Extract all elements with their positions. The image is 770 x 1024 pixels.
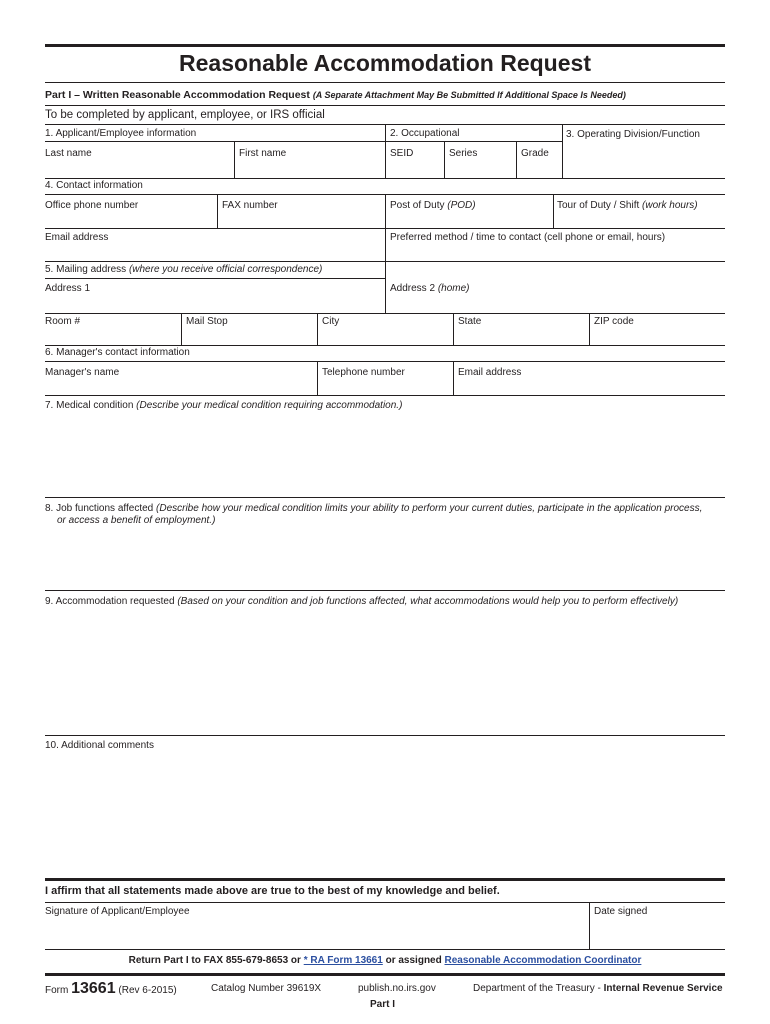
date-signed-label: Date signed bbox=[594, 906, 648, 917]
divider bbox=[217, 194, 218, 228]
email-input[interactable] bbox=[45, 245, 383, 259]
preferred-contact-label: Preferred method / time to contact (cell phone or email, hours) bbox=[390, 232, 666, 243]
state-input[interactable] bbox=[456, 329, 587, 343]
thick-rule bbox=[45, 878, 725, 881]
title-rule bbox=[45, 82, 725, 83]
last-name-label: Last name bbox=[45, 148, 92, 159]
footer-rule bbox=[45, 973, 725, 976]
dept-text: Department of the Treasury - bbox=[473, 983, 604, 994]
series-input[interactable] bbox=[447, 160, 513, 176]
agency-text: Internal Revenue Service bbox=[603, 983, 723, 994]
section5-note: (where you receive official correspondence) bbox=[128, 264, 323, 275]
tour-label bbox=[557, 200, 698, 211]
signature-label: Signature of Applicant/Employee bbox=[45, 906, 190, 917]
state-label: State bbox=[458, 316, 482, 327]
preferred-contact-input[interactable] bbox=[388, 245, 723, 259]
part-heading bbox=[45, 89, 626, 101]
city-label: City bbox=[322, 316, 340, 327]
rule bbox=[45, 497, 725, 498]
address2-input[interactable] bbox=[388, 296, 723, 311]
page-title: Reasonable Accommodation Request bbox=[179, 50, 591, 76]
pod-note: (POD) bbox=[447, 200, 476, 211]
section5-text: 5. Mailing address bbox=[45, 264, 129, 275]
section9-label bbox=[45, 596, 678, 607]
city-input[interactable] bbox=[320, 329, 451, 343]
rule bbox=[45, 141, 385, 142]
rule bbox=[45, 345, 725, 346]
pod-input[interactable] bbox=[388, 212, 551, 226]
address2-text: Address 2 bbox=[390, 283, 438, 294]
divider bbox=[317, 361, 318, 395]
return-prefix: Return Part I to FAX 855-679-8653 or bbox=[128, 955, 304, 966]
email-label: Email address bbox=[45, 232, 109, 243]
top-rule bbox=[45, 44, 725, 47]
rule bbox=[385, 141, 562, 142]
section6-label: 6. Manager's contact information bbox=[45, 347, 190, 358]
divider bbox=[453, 313, 454, 345]
form-word: Form bbox=[45, 985, 72, 996]
divider bbox=[444, 141, 445, 178]
publish-url: publish.no.irs.gov bbox=[358, 983, 436, 994]
divider bbox=[562, 124, 563, 178]
rule bbox=[45, 902, 725, 903]
fax-label: FAX number bbox=[222, 200, 278, 211]
grade-input[interactable] bbox=[519, 160, 560, 176]
mailstop-input[interactable] bbox=[184, 329, 315, 343]
section10-label: 10. Additional comments bbox=[45, 740, 154, 751]
section8-label bbox=[45, 503, 702, 514]
first-name-label: First name bbox=[239, 148, 287, 159]
address2-note: (home) bbox=[437, 283, 470, 294]
manager-email-input[interactable] bbox=[456, 379, 723, 393]
department bbox=[473, 983, 723, 994]
section5-label bbox=[45, 264, 322, 275]
tour-input[interactable] bbox=[556, 212, 723, 226]
grade-label: Grade bbox=[521, 148, 549, 159]
fax-input[interactable] bbox=[220, 212, 383, 226]
rule bbox=[45, 735, 725, 736]
zip-label: ZIP code bbox=[594, 316, 634, 327]
form-rev: (Rev 6-2015) bbox=[115, 985, 177, 996]
date-signed-input[interactable] bbox=[592, 920, 723, 947]
first-name-input[interactable] bbox=[238, 160, 383, 176]
part-heading-note: (A Separate Attachment May Be Submitted If Additional Space Is Needed) bbox=[312, 90, 626, 100]
room-label: Room # bbox=[45, 316, 81, 327]
section8-note-line2: or access a benefit of employment.) bbox=[57, 515, 216, 526]
return-middle: or assigned bbox=[382, 955, 445, 966]
section8-text: 8. Job functions affected bbox=[45, 503, 157, 514]
office-phone-label: Office phone number bbox=[45, 200, 139, 211]
series-label: Series bbox=[449, 148, 478, 159]
section2-label: 2. Occupational bbox=[390, 128, 460, 139]
section7-text: 7. Medical condition bbox=[45, 400, 137, 411]
instruction-text: To be completed by applicant, employee, or IRS official bbox=[45, 109, 325, 121]
rule bbox=[45, 590, 725, 591]
rule bbox=[45, 278, 385, 279]
section4-label: 4. Contact information bbox=[45, 180, 143, 191]
section8-note: (Describe how your medical condition limits your ability to perform your current duties, participate in the application process, bbox=[156, 503, 703, 514]
address1-input[interactable] bbox=[45, 296, 383, 311]
divider bbox=[453, 361, 454, 395]
part-label: Part I bbox=[370, 999, 396, 1010]
rule bbox=[45, 361, 725, 362]
pod-text: Post of Duty bbox=[390, 200, 448, 211]
section3-label: 3. Operating Division/Function bbox=[566, 129, 700, 140]
rule bbox=[45, 228, 725, 229]
manager-phone-label: Telephone number bbox=[322, 367, 405, 378]
affirmation-text: I affirm that all statements made above are true to the best of my knowledge and belief. bbox=[45, 885, 500, 897]
pod-label bbox=[390, 200, 476, 211]
ra-form-link[interactable]: * RA Form 13661 bbox=[303, 955, 383, 966]
job-functions-input[interactable] bbox=[45, 529, 723, 588]
section9-text: 9. Accommodation requested bbox=[45, 596, 178, 607]
division-input[interactable] bbox=[565, 144, 723, 176]
divider bbox=[589, 313, 590, 345]
rule bbox=[45, 105, 725, 106]
zip-input[interactable] bbox=[592, 329, 723, 343]
section7-note: (Describe your medical condition requiring accommodation.) bbox=[136, 400, 403, 411]
mailstop-label: Mail Stop bbox=[186, 316, 228, 327]
seid-input[interactable] bbox=[388, 160, 442, 176]
address2-label bbox=[390, 283, 470, 294]
room-input[interactable] bbox=[45, 329, 179, 343]
section1-label: 1. Applicant/Employee information bbox=[45, 128, 197, 139]
accommodation-input[interactable] bbox=[45, 610, 723, 733]
divider bbox=[317, 313, 318, 345]
divider bbox=[589, 902, 590, 949]
seid-label: SEID bbox=[390, 148, 414, 159]
form-id bbox=[45, 980, 177, 998]
rule bbox=[45, 178, 725, 179]
rule bbox=[45, 949, 725, 950]
rule bbox=[45, 313, 725, 314]
divider bbox=[234, 141, 235, 178]
signature-input[interactable] bbox=[45, 920, 587, 947]
address1-label: Address 1 bbox=[45, 283, 91, 294]
divider bbox=[553, 194, 554, 228]
office-phone-input[interactable] bbox=[45, 212, 215, 226]
divider bbox=[385, 124, 386, 178]
tour-text: Tour of Duty / Shift bbox=[557, 200, 643, 211]
section7-label bbox=[45, 400, 402, 411]
manager-name-input[interactable] bbox=[45, 379, 315, 393]
divider bbox=[181, 313, 182, 345]
divider bbox=[516, 141, 517, 178]
manager-name-label: Manager's name bbox=[45, 367, 120, 378]
part-heading-text: Part I – Written Reasonable Accommodation Request bbox=[45, 89, 310, 101]
divider bbox=[385, 261, 386, 313]
catalog-number: Catalog Number 39619X bbox=[211, 983, 322, 994]
last-name-input[interactable] bbox=[45, 160, 231, 176]
section9-note: (Based on your condition and job functions affected, what accommodations would help you to perform effectively) bbox=[177, 596, 679, 607]
tour-note: (work hours) bbox=[642, 200, 698, 211]
medical-condition-input[interactable] bbox=[45, 414, 723, 496]
manager-email-label: Email address bbox=[458, 367, 522, 378]
return-instructions bbox=[45, 955, 725, 966]
additional-comments-input[interactable] bbox=[45, 754, 723, 876]
ra-coordinator-link[interactable]: Reasonable Accommodation Coordinator bbox=[444, 955, 642, 966]
rule bbox=[45, 395, 725, 396]
form-number: 13661 bbox=[71, 980, 116, 997]
manager-phone-input[interactable] bbox=[320, 379, 451, 393]
